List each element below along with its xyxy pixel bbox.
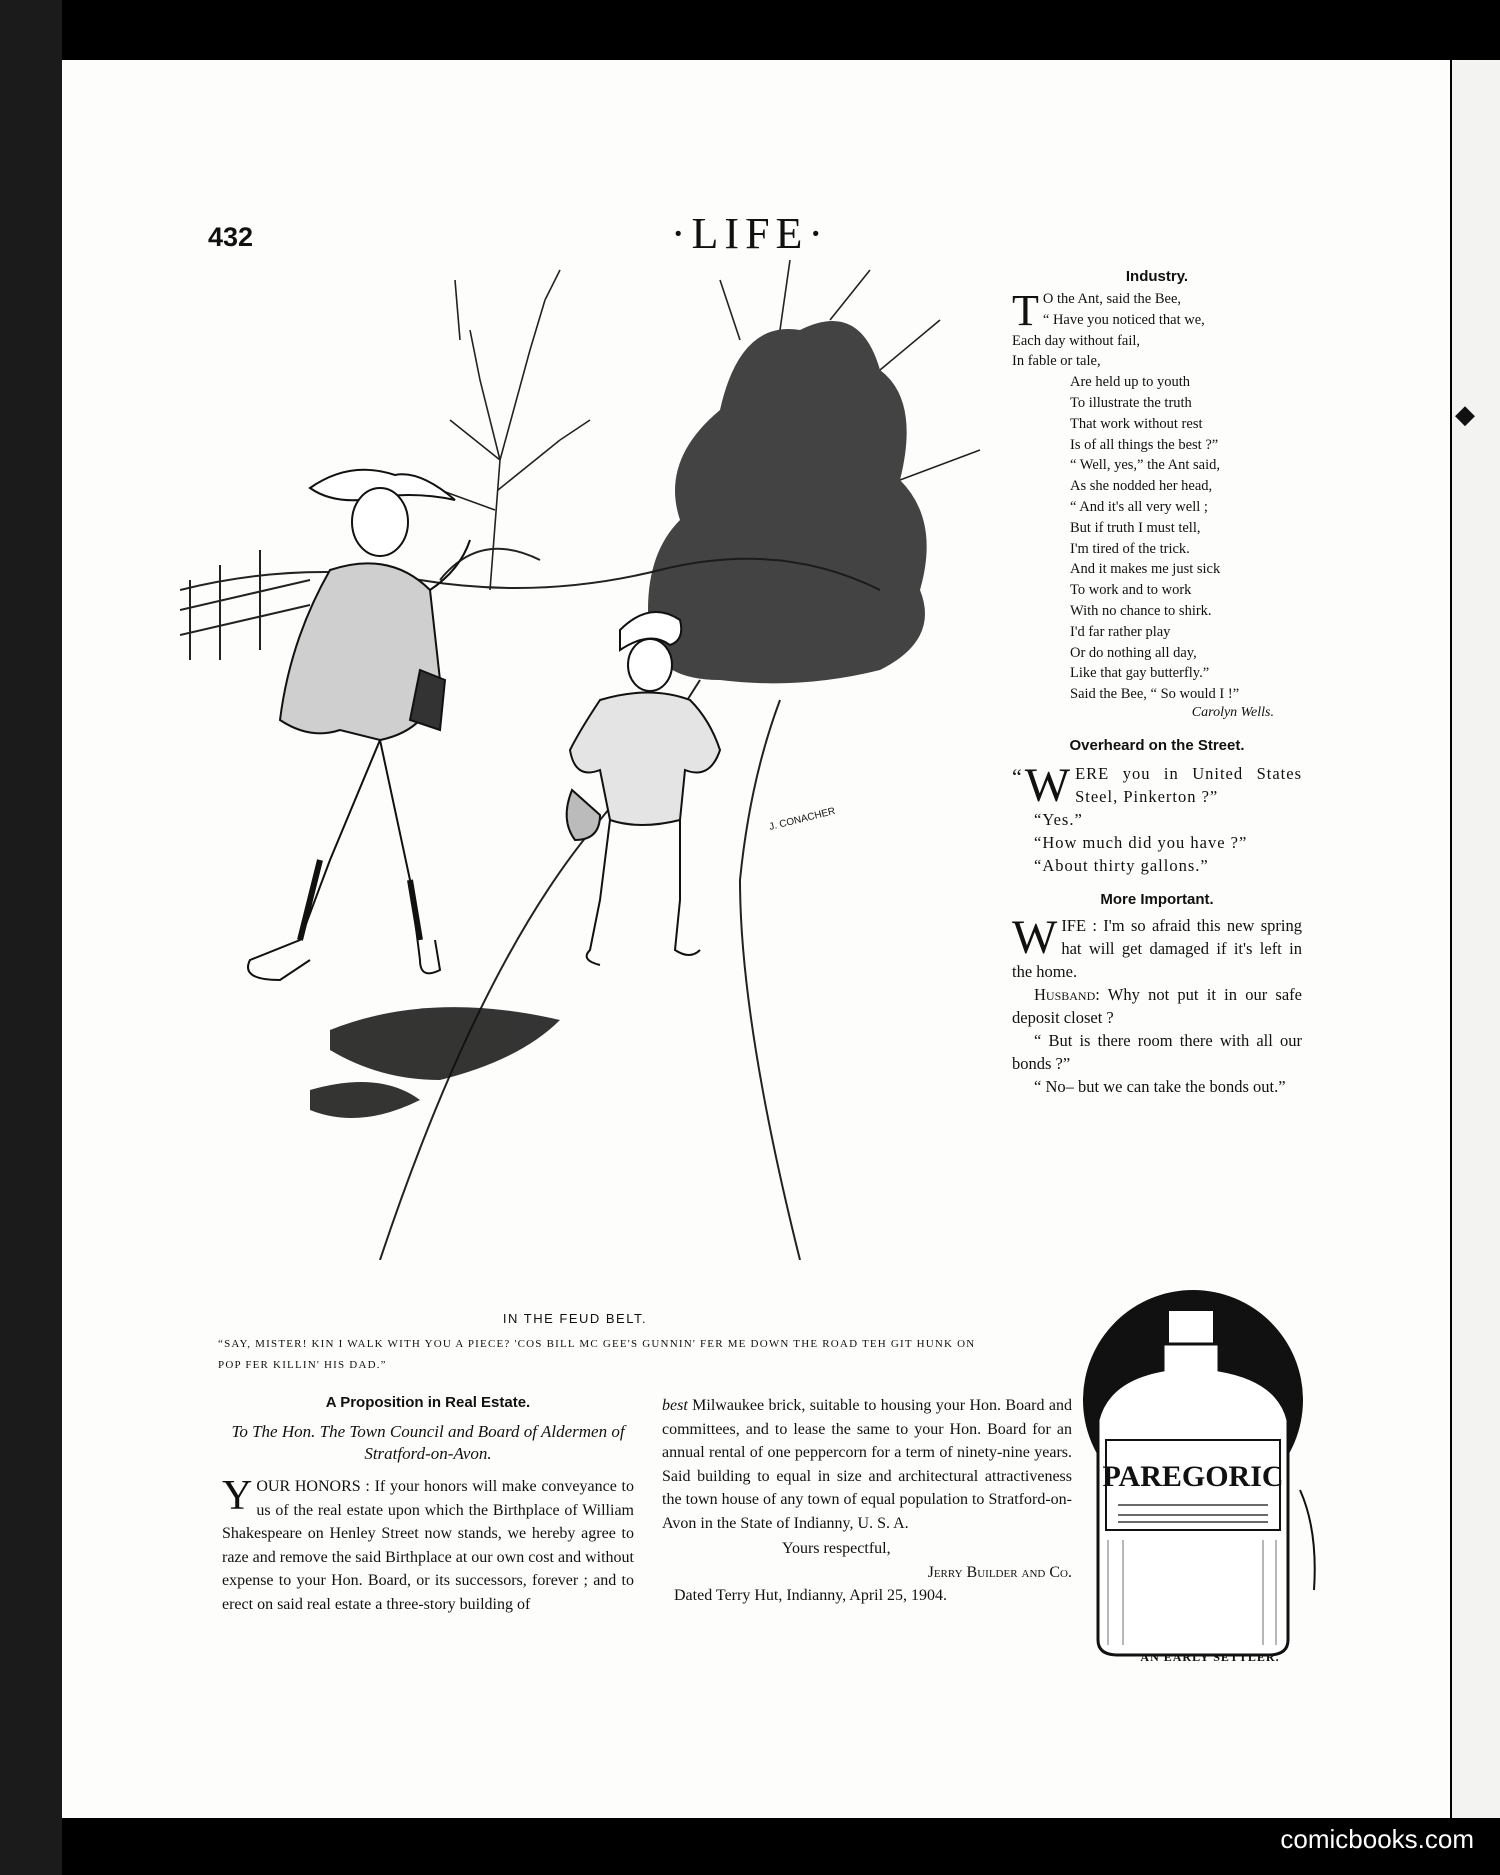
more-important-first: IFE : I'm so afraid this new spring hat will get damaged if it's left in the home. — [1012, 915, 1302, 981]
industry-poem — [1012, 286, 1302, 705]
poem-line: Is of all things the best ?” — [1070, 436, 1219, 453]
poem-line: “ Well, yes,” the Ant said, — [1070, 457, 1220, 474]
paregoric-ad-illustration — [1078, 1290, 1338, 1660]
more-important-dropcap: W — [1012, 910, 1058, 964]
poem-line: Or do nothing all day, — [1070, 644, 1197, 661]
poem-line: In fable or tale, — [1012, 353, 1101, 370]
more-important-line: “ But is there room there with all our bonds ?” — [1012, 1030, 1302, 1073]
husband-label: Husband — [1034, 984, 1096, 1004]
poem-line: But if truth I must tell, — [1070, 519, 1201, 536]
scan-border-left — [0, 0, 62, 1875]
more-important-line: “ No– but we can take the bonds out.” — [1034, 1076, 1286, 1096]
proposition-closing: Yours respectful, — [782, 1540, 891, 1557]
poem-line: Said the Bee, “ So would I !” — [1070, 686, 1240, 703]
overheard-line: “How much did you have ?” — [1034, 832, 1248, 852]
proposition-italic-word: best — [662, 1397, 688, 1414]
proposition-text-2: Milwaukee brick, suitable to housing your Hon. Board and committees, and to lease the same to your Hon. Board for an annual rental of one peppercorn for a term of ninety-nine years. Said building to equal in size and architectural attractiveness the town house of any town of equal population to Stratford-on-Avon in the State of Indianny, U. S. A. — [662, 1397, 1072, 1532]
overheard-first: ERE you in United States Steel, Pinkerton ?” — [1075, 763, 1302, 806]
masthead-title: ·LIFE· — [670, 209, 830, 258]
overheard-line: “About thirty gallons.” — [1034, 855, 1209, 875]
illustration-caption: “SAY, MISTER! KIN I WALK WITH YOU A PIECE? 'COS BILL MC GEE'S GUNNIN' FER ME DOWN THE ROAD TEH GIT HUNK ON POP FER KILLIN' HIS DAD.” — [218, 1338, 976, 1371]
page-number: 432 — [208, 222, 254, 252]
poem-line: “ And it's all very well ; — [1070, 498, 1208, 515]
binding-mark-icon: ◆ — [1455, 400, 1475, 429]
watermark: comicbooks.com — [1280, 1824, 1474, 1854]
adjacent-page-edge — [1452, 60, 1500, 1818]
poem-line: I'd far rather play — [1070, 623, 1171, 640]
proposition-signer: Jerry Builder and Co. — [927, 1563, 1072, 1581]
husband-text: : Why not put it in our safe deposit closet ? — [1012, 984, 1302, 1027]
poem-line: I'm tired of the trick. — [1070, 540, 1190, 557]
poem-line: Are held up to youth — [1070, 374, 1191, 391]
overheard-line: “Yes.” — [1034, 809, 1083, 829]
more-important-text — [1012, 910, 1302, 1098]
overheard-text — [1012, 758, 1302, 877]
more-important-heading: More Important. — [1100, 890, 1214, 908]
proposition-heading: A Proposition in Real Estate. — [325, 1394, 531, 1411]
illustration-feud-belt — [180, 260, 1050, 1260]
poem-line: To illustrate the truth — [1070, 394, 1192, 411]
poem-line: As she nodded her head, — [1070, 478, 1213, 495]
industry-dropcap: T — [1012, 286, 1039, 335]
proposition-dated: Dated Terry Hut, Indianny, April 25, 1904. — [674, 1587, 948, 1604]
ad-caption: AN EARLY SETTLER. — [1140, 1650, 1280, 1664]
poem-line: Like that gay butterfly.” — [1070, 665, 1210, 682]
overheard-heading: Overheard on the Street. — [1069, 736, 1245, 754]
poem-line: That work without rest — [1070, 415, 1203, 432]
poem-line: To work and to work — [1070, 582, 1192, 599]
poem-line: O the Ant, said the Bee, — [1042, 291, 1182, 307]
proposition-column — [222, 1394, 634, 1616]
proposition-address: To The Hon. The Town Council and Board of Aldermen of Stratford-on-Avon. — [231, 1422, 625, 1463]
illustration-signature: J. CONACHER — [768, 805, 837, 833]
proposition-dropcap: Y — [222, 1473, 253, 1519]
proposition-body — [222, 1475, 634, 1616]
overheard-dropcap: W — [1024, 758, 1072, 812]
overheard-open-quote: “ — [1012, 763, 1023, 789]
proposition-column-2 — [662, 1394, 1072, 1608]
poem-line: Each day without fail, — [1012, 332, 1141, 349]
industry-heading: Industry. — [1125, 268, 1189, 285]
illustration-title: IN THE FEUD BELT. — [502, 1311, 648, 1326]
paregoric-label: PAREGORIC — [1102, 1460, 1284, 1493]
proposition-text: OUR HONORS : If your honors will make conveyance to us of the real estate upon which the Birthplace of William Shakespeare on Henley Street now stands, we hereby agree to raze and remove the said Birthplace at our own cost and without expense to your Hon. Board, or its successors, forever ; and to erect on said real estate a three-story building of — [222, 1478, 634, 1613]
poem-line: “ Have you noticed that we, — [1042, 311, 1205, 328]
right-column — [1012, 268, 1302, 1098]
poem-author: Carolyn Wells. — [1191, 704, 1274, 720]
poem-line: With no chance to shirk. — [1070, 602, 1212, 619]
poem-line: And it makes me just sick — [1070, 561, 1221, 578]
